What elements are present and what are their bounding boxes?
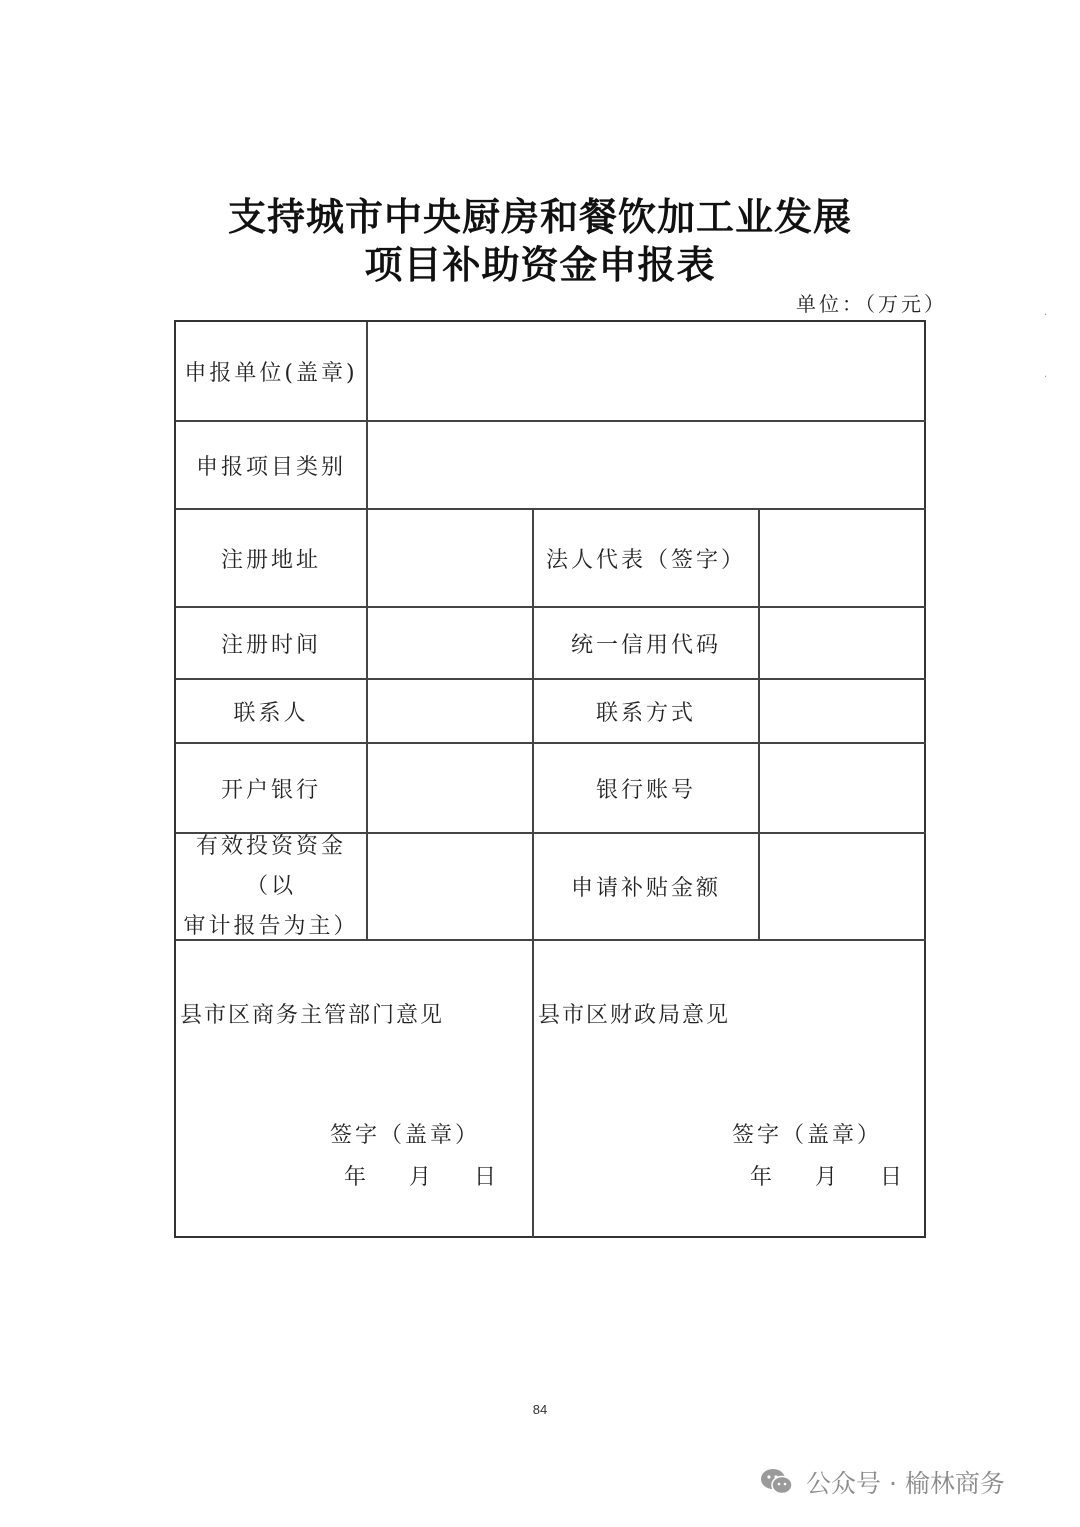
commerce-date-label: 年 月 日 [344,1165,499,1190]
finance-date-label: 年 月 日 [750,1165,905,1190]
scan-edge-mark: · [1044,310,1048,321]
legal-rep-field[interactable] [760,510,926,606]
finance-opinion-field[interactable] [536,1042,924,1112]
subsidy-label: 申请补贴金额 [570,876,721,901]
contact-method-label: 联系方式 [595,700,696,726]
unit-label: 单位：（万元） [796,292,947,316]
watermark-text: 公众号 · 榆林商务 [806,1469,1005,1498]
reg-address-field[interactable] [368,510,532,606]
finance-opinion-label: 县市区财政局意见 [538,1003,731,1028]
contact-label: 联系人 [233,700,309,726]
bank-account-field[interactable] [760,744,926,832]
application-form-table [174,320,926,1238]
page-title-line2: 项目补助资金申报表 [364,242,716,287]
reg-time-label: 注册时间 [220,632,321,658]
applicant-field[interactable] [368,322,926,420]
investment-field[interactable] [368,834,532,939]
credit-code-label: 统一信用代码 [570,632,721,658]
commerce-opinion-field[interactable] [178,1042,530,1112]
investment-label-line1: 有效投资资金（以 [195,833,346,899]
investment-label [176,834,366,939]
category-label: 申报项目类别 [195,454,346,480]
credit-code-field[interactable] [760,608,926,678]
subsidy-field[interactable] [760,834,926,939]
category-field[interactable] [368,422,926,508]
commerce-opinion-label: 县市区商务主管部门意见 [180,1003,445,1028]
investment-label-line2: 审计报告为主） [183,913,359,939]
finance-sign-label: 签字（盖章） [732,1123,883,1148]
wechat-icon [760,1467,794,1497]
bank-account-label: 银行账号 [595,777,696,803]
contact-method-field[interactable] [760,680,926,742]
scan-edge-mark: · [1044,372,1048,383]
contact-field[interactable] [368,680,532,742]
commerce-sign-label: 签字（盖章） [330,1123,481,1148]
applicant-label: 申报单位(盖章) [184,360,358,386]
watermark [760,1464,1005,1500]
page-title-line1: 支持城市中央厨房和餐饮加工业发展 [227,194,852,239]
legal-rep-label: 法人代表（签字） [545,547,746,573]
bank-field[interactable] [368,744,532,832]
reg-address-label: 注册地址 [220,547,321,573]
page-number: 84 [532,1402,548,1417]
reg-time-field[interactable] [368,608,532,678]
bank-label: 开户银行 [220,777,321,803]
